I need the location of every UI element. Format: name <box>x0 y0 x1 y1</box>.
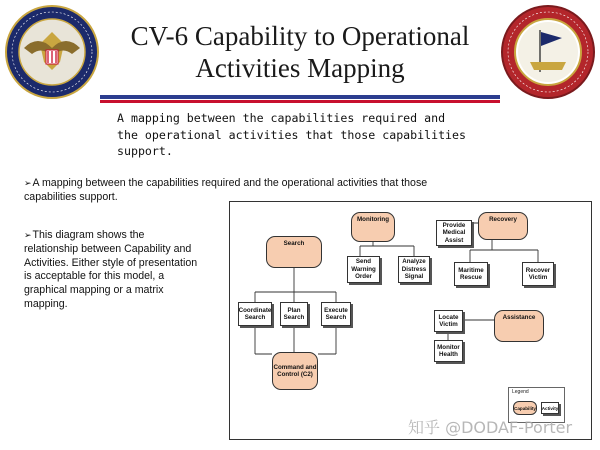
activity-provide-medical-assist: Provide Medical Assist <box>436 220 472 246</box>
capability-recovery: Recovery <box>478 212 528 240</box>
capability-assistance: Assistance <box>494 310 544 342</box>
bullet-1-text: A mapping between the capabilities required and the operational activities that those capabilities support. <box>24 177 428 203</box>
activity-monitor-health: Monitor Health <box>434 340 463 362</box>
activity-recover-victim: Recover Victim <box>522 262 554 286</box>
title-rule-blue <box>100 95 500 99</box>
title-rule-red <box>100 100 500 103</box>
bullet-2-text: This diagram shows the relationship between Capability and Activities. Either style of presentation is acceptable for this model, a graphical mapping or a matrix mapping. <box>24 229 198 310</box>
bullet-item-2 <box>24 229 199 312</box>
page-title <box>100 20 500 84</box>
legend-activity-sample: Activity <box>541 402 559 414</box>
dod-cio-seal-icon <box>500 4 596 100</box>
activity-analyze-distress-signal: Analyze Distress Signal <box>398 256 430 283</box>
dod-seal-icon <box>4 4 100 100</box>
legend-title: Legend <box>512 389 529 395</box>
activity-send-warning-order: Send Warning Order <box>347 256 380 283</box>
page-title-line-1: CV-6 Capability to Operational <box>130 21 470 51</box>
activity-coordinate-search: Coordinate Search <box>238 302 272 326</box>
legend-capability-sample: Capability <box>513 401 537 415</box>
dod-cio-seal-logo <box>500 4 596 100</box>
slide-subtitle: A mapping between the capabilities required and the operational activities that those capabilities support. <box>117 111 467 158</box>
bullet-arrow-icon: ➢ <box>24 178 32 188</box>
capability-command-and-control: Command and Control (C2) <box>272 352 318 390</box>
capability-search: Search <box>266 236 322 268</box>
activity-maritime-rescue: Maritime Rescue <box>454 262 488 286</box>
page-title-line-2: Activities Mapping <box>195 53 405 83</box>
dod-seal-logo <box>4 4 100 100</box>
activity-locate-victim: Locate Victim <box>434 310 463 332</box>
capability-activity-diagram <box>229 201 592 440</box>
activity-plan-search: Plan Search <box>280 302 308 326</box>
watermark-text: 知乎 @DODAF-Porter <box>408 418 573 437</box>
bullet-arrow-icon: ➢ <box>24 230 32 240</box>
capability-monitoring: Monitoring <box>351 212 395 242</box>
activity-execute-search: Execute Search <box>321 302 351 326</box>
